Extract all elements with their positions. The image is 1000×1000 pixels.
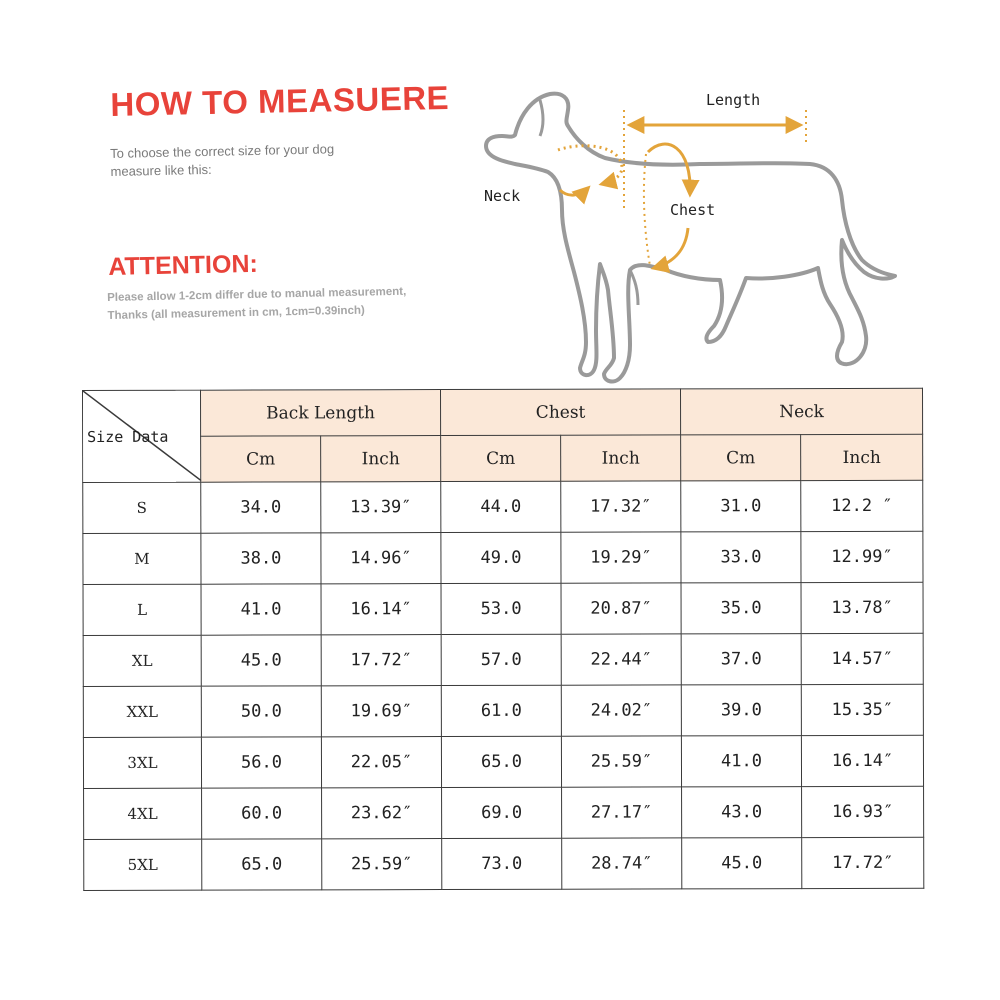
value-cell: 14.57″ [801, 633, 923, 684]
group-header-neck: Neck [681, 388, 923, 435]
value-cell: 23.62″ [322, 788, 442, 839]
unit-header-cell: Cm [441, 435, 561, 481]
value-cell: 22.44″ [561, 634, 681, 685]
value-cell: 25.59″ [322, 839, 442, 890]
dog-ear [540, 100, 543, 136]
size-chart-table [82, 388, 924, 891]
value-cell: 39.0 [681, 685, 801, 736]
table-unit-header-row [83, 434, 923, 482]
size-cell: M [83, 533, 201, 584]
value-cell: 50.0 [201, 686, 321, 737]
value-cell: 65.0 [202, 839, 322, 890]
unit-header-cell: Cm [201, 436, 321, 482]
value-cell: 16.14″ [321, 584, 441, 635]
value-cell: 20.87″ [561, 583, 681, 634]
value-cell: 45.0 [682, 838, 802, 889]
value-cell: 53.0 [441, 583, 561, 634]
value-cell: 22.05″ [321, 737, 441, 788]
value-cell: 24.02″ [561, 685, 681, 736]
value-cell: 35.0 [681, 583, 801, 634]
neck-arrow-lower [560, 188, 588, 195]
value-cell: 15.35″ [801, 684, 923, 735]
size-cell: XXL [83, 686, 201, 737]
size-cell: 5XL [84, 839, 202, 890]
table-row [83, 684, 923, 737]
size-cell: XL [83, 635, 201, 686]
value-cell: 61.0 [441, 685, 561, 736]
value-cell: 65.0 [441, 736, 561, 787]
value-cell: 12.99″ [801, 531, 923, 582]
dog-silhouette [486, 94, 895, 382]
value-cell: 49.0 [441, 532, 561, 583]
chest-dotted-line [644, 154, 650, 266]
instruction-line: To choose the correct size for your dog [110, 141, 335, 161]
value-cell: 28.74″ [562, 838, 682, 889]
value-cell: 31.0 [681, 481, 801, 532]
unit-header-cell: Inch [801, 434, 923, 480]
value-cell: 14.96″ [321, 533, 441, 584]
dog-measurement-diagram [470, 80, 910, 390]
corner-header-cell [83, 390, 201, 482]
length-label: Length [706, 91, 761, 109]
chest-arrow-lower [654, 228, 688, 268]
value-cell: 33.0 [681, 532, 801, 583]
chest-label: Chest [670, 201, 716, 219]
table-row [83, 633, 923, 686]
value-cell: 60.0 [202, 788, 322, 839]
value-cell: 17.32″ [561, 481, 681, 532]
value-cell: 13.39″ [321, 482, 441, 533]
value-cell: 17.72″ [802, 837, 924, 888]
value-cell: 57.0 [441, 634, 561, 685]
value-cell: 19.69″ [321, 686, 441, 737]
corner-label: Size Data [87, 427, 169, 446]
table-group-header-row [83, 388, 923, 436]
value-cell: 69.0 [442, 787, 562, 838]
value-cell: 16.14″ [801, 735, 923, 786]
unit-header-cell: Inch [561, 435, 681, 481]
group-header-chest: Chest [441, 389, 681, 436]
table-row [84, 837, 924, 890]
attention-heading: ATTENTION: [108, 249, 259, 281]
value-cell: 17.72″ [321, 635, 441, 686]
group-header-back-length: Back Length [201, 390, 441, 437]
value-cell: 25.59″ [561, 736, 681, 787]
unit-header-cell: Cm [681, 435, 801, 481]
table-row [83, 480, 923, 533]
value-cell: 19.29″ [561, 532, 681, 583]
note-line: Please allow 1-2cm differ due to manual measurement, [107, 285, 407, 304]
note-line: Thanks (all measurement in cm, 1cm=0.39inch) [107, 304, 365, 322]
value-cell: 41.0 [681, 736, 801, 787]
table-row [83, 582, 923, 635]
table-row [83, 735, 923, 788]
value-cell: 45.0 [201, 635, 321, 686]
value-cell: 44.0 [441, 481, 561, 532]
attention-note [107, 280, 528, 325]
value-cell: 12.2 ″ [801, 480, 923, 531]
value-cell: 37.0 [681, 634, 801, 685]
size-cell: S [83, 482, 201, 533]
value-cell: 16.93″ [802, 786, 924, 837]
chest-arrow-upper [648, 144, 690, 194]
page-title: HOW TO MEASUERE [110, 78, 450, 123]
measure-instructions [110, 139, 411, 181]
value-cell: 27.17″ [562, 787, 682, 838]
table-row [84, 786, 924, 839]
table-row [83, 531, 923, 584]
value-cell: 34.0 [201, 482, 321, 533]
size-cell: 3XL [83, 737, 201, 788]
neck-label: Neck [484, 187, 521, 205]
size-cell: L [83, 584, 201, 635]
size-cell: 4XL [84, 788, 202, 839]
dog-leg-line [630, 270, 638, 305]
value-cell: 73.0 [442, 838, 562, 889]
value-cell: 56.0 [201, 737, 321, 788]
value-cell: 41.0 [201, 584, 321, 635]
instruction-line: measure like this: [110, 161, 212, 179]
unit-header-cell: Inch [321, 436, 441, 482]
value-cell: 38.0 [201, 533, 321, 584]
value-cell: 13.78″ [801, 582, 923, 633]
value-cell: 43.0 [682, 787, 802, 838]
